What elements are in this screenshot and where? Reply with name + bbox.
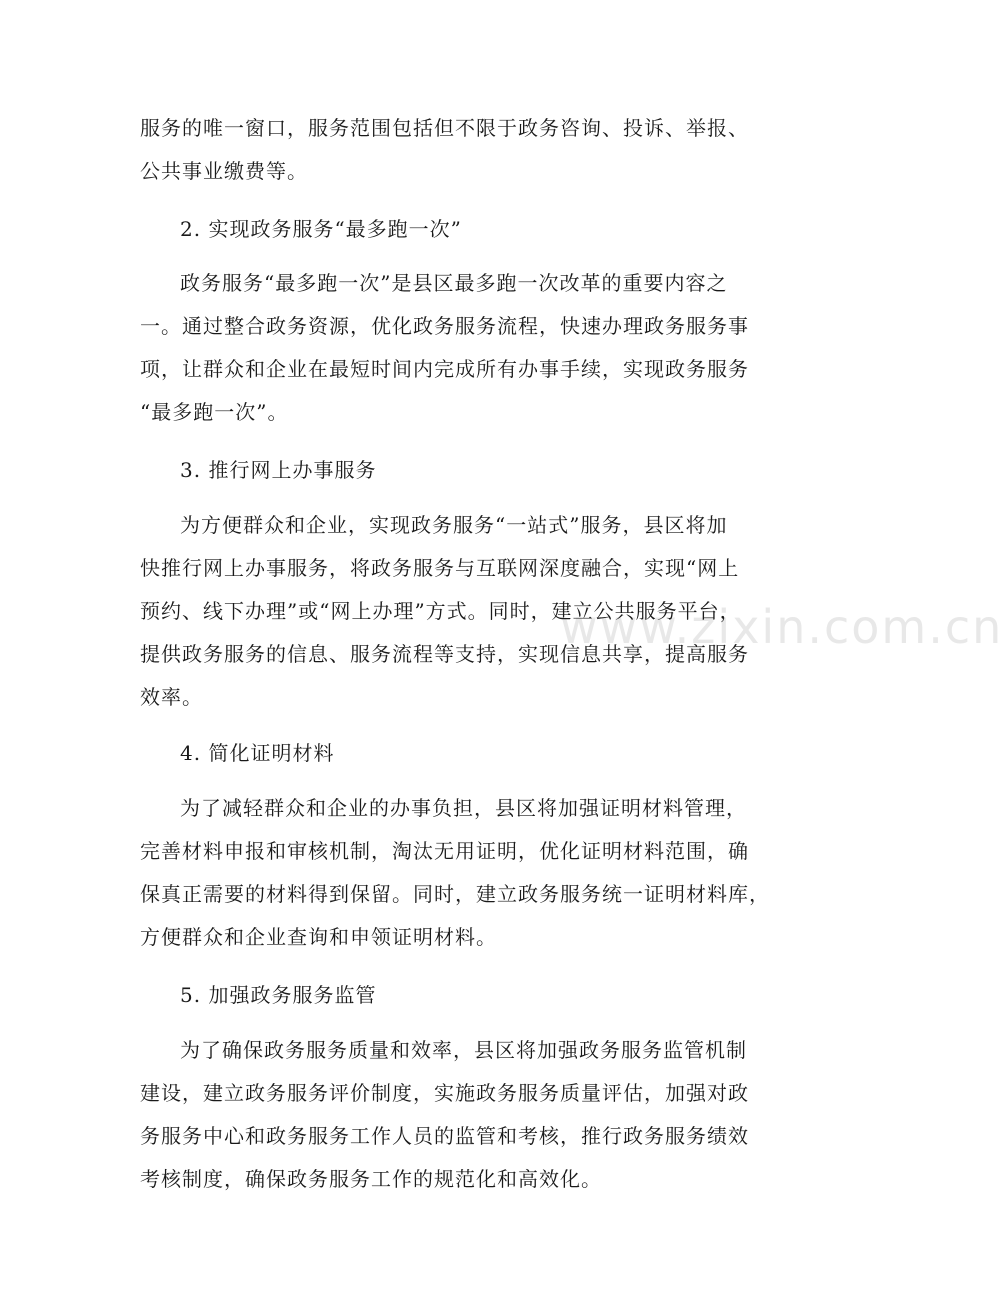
paragraph-line: 务服务中心和政务服务工作人员的监管和考核，推行政务服务绩效 [140, 1124, 749, 1148]
paragraph-line: 完善材料申报和审核机制，淘汰无用证明，优化证明材料范围，确 [140, 839, 749, 863]
section-heading-5: 5. 加强政务服务监管 [180, 983, 377, 1007]
paragraph-line: 为了确保政务服务质量和效率，县区将加强政务服务监管机制 [180, 1038, 747, 1062]
paragraph-line: 政务服务“最多跑一次”是县区最多跑一次改革的重要内容之 [180, 271, 728, 295]
paragraph-line: 考核制度，确保政务服务工作的规范化和高效化。 [140, 1167, 602, 1191]
paragraph-line: 快推行网上办事服务，将政务服务与互联网深度融合，实现“网上 [140, 556, 740, 580]
section-heading-4: 4. 简化证明材料 [180, 741, 335, 765]
paragraph-line: 公共事业缴费等。 [140, 159, 308, 183]
paragraph-line: “最多跑一次”。 [140, 400, 289, 424]
paragraph-line: 预约、线下办理”或“网上办理”方式。同时，建立公共服务平台， [140, 599, 741, 623]
paragraph-line: 服务的唯一窗口，服务范围包括但不限于政务咨询、投诉、举报、 [140, 116, 749, 140]
paragraph-line: 保真正需要的材料得到保留。同时，建立政务服务统一证明材料库， [140, 882, 770, 906]
paragraph-line: 一。通过整合政务资源，优化政务服务流程，快速办理政务服务事 [140, 314, 749, 338]
paragraph-line: 为了减轻群众和企业的办事负担，县区将加强证明材料管理， [180, 796, 747, 820]
section-heading-3: 3. 推行网上办事服务 [180, 458, 377, 482]
watermark: www.zixin.com.cn [560, 600, 1003, 654]
paragraph-line: 项，让群众和企业在最短时间内完成所有办事手续，实现政务服务 [140, 357, 749, 381]
section-heading-2: 2. 实现政务服务“最多跑一次” [180, 217, 462, 241]
paragraph-line: 效率。 [140, 685, 203, 709]
paragraph-line: 方便群众和企业查询和申领证明材料。 [140, 925, 497, 949]
paragraph-line: 为方便群众和企业，实现政务服务“一站式”服务，县区将加 [180, 513, 728, 537]
paragraph-line: 提供政务服务的信息、服务流程等支持，实现信息共享，提高服务 [140, 642, 749, 666]
paragraph-line: 建设，建立政务服务评价制度，实施政务服务质量评估，加强对政 [140, 1081, 749, 1105]
